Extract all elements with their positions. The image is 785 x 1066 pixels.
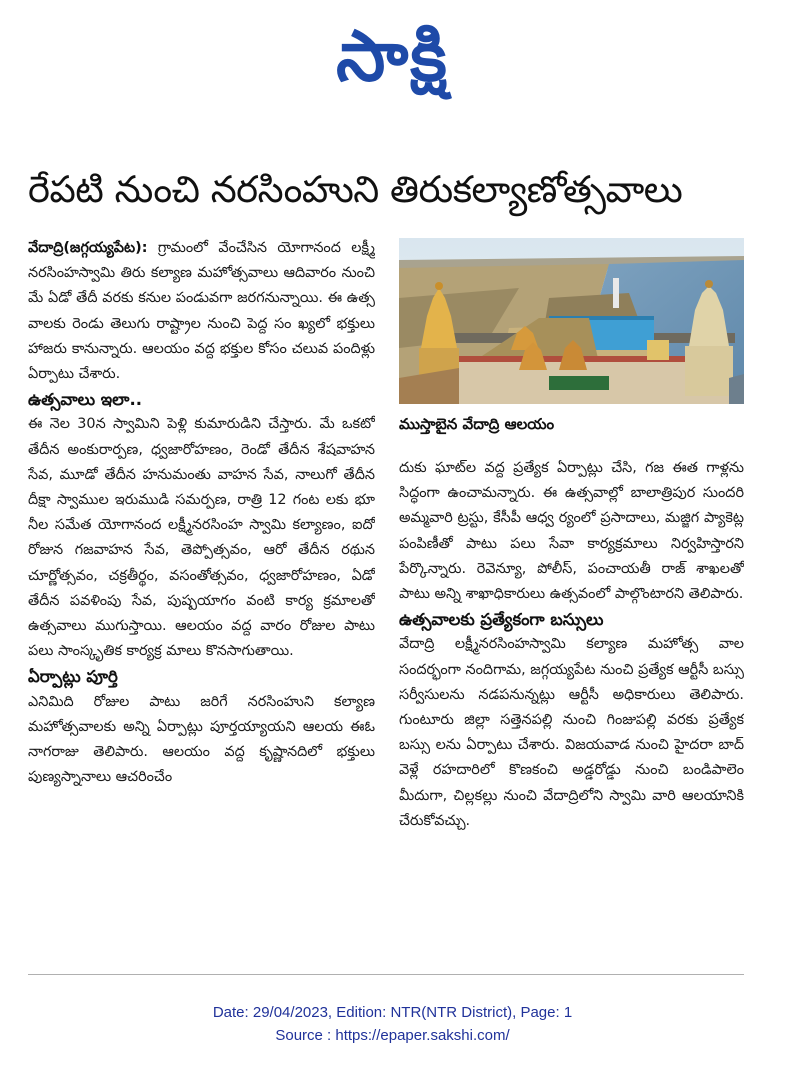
footer-date-line: Date: 29/04/2023, Edition: NTR(NTR District), Page: 1 — [212, 1004, 573, 1021]
section-body-arrangements: ఎనిమిది రోజుల పాటు జరిగే నరసింహుని కల్యాణ మహోత్సవాలకు అన్ని ఏర్పాట్లు పూర్తయ్యాయని ఆలయ ఈఓ నాగరాజు తెలిపారు. ఆలయం వద్ద కృష్ణానదిలో భక్తులు పుణ్యస్నానాలు ఆచరించేం — [28, 693, 375, 786]
intro-text: గ్రామంలో వేంచేసిన యోగానంద లక్ష్మీ నరసింహస్వామి తిరు కల్యాణ మహోత్సవాలు ఆదివారం నుంచి మే ఏడో తేదీ వరకు కనుల పండువగా జరగనున్నాయి. ఈ ఉత్స వాలకు రెండు తెలుగు రాష్ట్రాల నుంచి పెద్ద సం ఖ్యలో భక్తులు హాజరు కానున్నారు. ఆలయం వద్ద భక్తుల కోసం చలువ పందిళ్లు ఏర్పాటు చేశారు. — [28, 240, 375, 383]
article-column-left — [28, 236, 375, 960]
footer-divider — [28, 974, 744, 975]
article-column-right — [399, 456, 744, 960]
article-headline: రేపటి నుంచి నరసింహుని తిరుకల్యాణోత్సవాలు — [28, 168, 683, 211]
dateline: వేదాద్రి(జగ్గయ్యపేట): — [28, 240, 148, 256]
continued-text: దుకు ఘాట్‌ల వద్ద ప్రత్యేక ఏర్పాట్లు చేసి, గజ ఈత గాళ్లను సిద్ధంగా ఉంచామన్నారు. ఈ ఉత్సవాల్లో బాలాత్రిపుర సుందరి అమ్మవారి ట్రస్టు, కేసీపీ ఆధ్వ ర్యంలో ప్రసాదాలు, మజ్జిగ ప్యాకెట్ల పంపిణీతో పాటు పలు సేవా కార్యక్రమాలు నిర్వహిస్తారని పేర్కొన్నారు. రెవెన్యూ, పోలీస్, పంచాయతీ రాజ్ శాఖలతో పాటు అన్ని శాఖాధికారులు ఉత్సవంలో పాల్గొంటారని తెలిపారు. — [399, 460, 744, 603]
section-heading-arrangements: ఏర్పాట్లు పూర్తి — [28, 667, 118, 687]
temple-photo — [399, 238, 744, 404]
section-body-celebrations: ఈ నెల 30న స్వామిని పెళ్లి కుమారుడిని చేస్తారు. మే ఒకటో తేదీన అంకురార్పణ, ధ్వజారోహణం, రెండో తేదీన శేషవాహన సేవ, మూడో తేదీన హనుమంతు వాహన సేవ, నాలుగో తేదీన దీక్షా స్వాముల ఇరుముడి సమర్పణ, రాత్రి 12 గంట లకు భూ నీల సమేత యోగానంద లక్ష్మీనరసింహ స్వామి కల్యాణం, ఐదో రోజున గజవాహన సేవ, తెప్పోత్సవం, ఆరో తేదీన రథున చూర్ణోత్సవం, చక్రతీర్థం, వసంతోత్సవం, ధ్వజారోహణం, ఏడో తేదీన పవళింపు సేవ, పుష్పయాగం వంటి కార్య క్రమాలతో ఉత్సవాలు ముగుస్తాయి. ఆలయం వద్ద వారం రోజుల పాటు పలు సాంస్కృతిక కార్యక్ర మాలు కొనసాగుతాయి. — [28, 416, 375, 660]
section-heading-buses: ఉత్సవాలకు ప్రత్యేకంగా బస్సులు — [399, 610, 604, 630]
photo-caption: ముస్తాబైన వేదాద్రి ఆలయం — [399, 415, 555, 433]
section-body-buses: వేదాద్రి లక్ష్మీనరసింహస్వామి కల్యాణ మహోత్స వాల సందర్భంగా నందిగామ, జగ్గయ్యపేట నుంచి ప్రత్యేక ఆర్టీసీ బస్సు సర్వీసులను నడపనున్నట్లు ఆర్టీసీ అధికారులు తెలిపారు. గుంటూరు జిల్లా సత్తెనపల్లి నుంచి గింజుపల్లి వరకు ప్రత్యేక బస్సు లను ఏర్పాటు చేశారు. విజయవాడ నుంచి హైదరా బాద్ వెళ్లే రహదారిలో కొణకంచి అడ్డరోడ్డు నుంచి బండిపాలెం మీదుగా, చిల్లకల్లు నుంచి వేదాద్రిలోని స్వామి వారి ఆలయానికి చేరుకోవచ్చు. — [399, 636, 744, 829]
footer-source-line: Source : https://epaper.sakshi.com/ — [275, 1027, 510, 1044]
section-heading-celebrations: ఉత్సవాలు ఇలా.. — [28, 390, 142, 410]
newspaper-logo: సాక్షి — [336, 15, 449, 97]
intro-paragraph — [28, 236, 375, 387]
